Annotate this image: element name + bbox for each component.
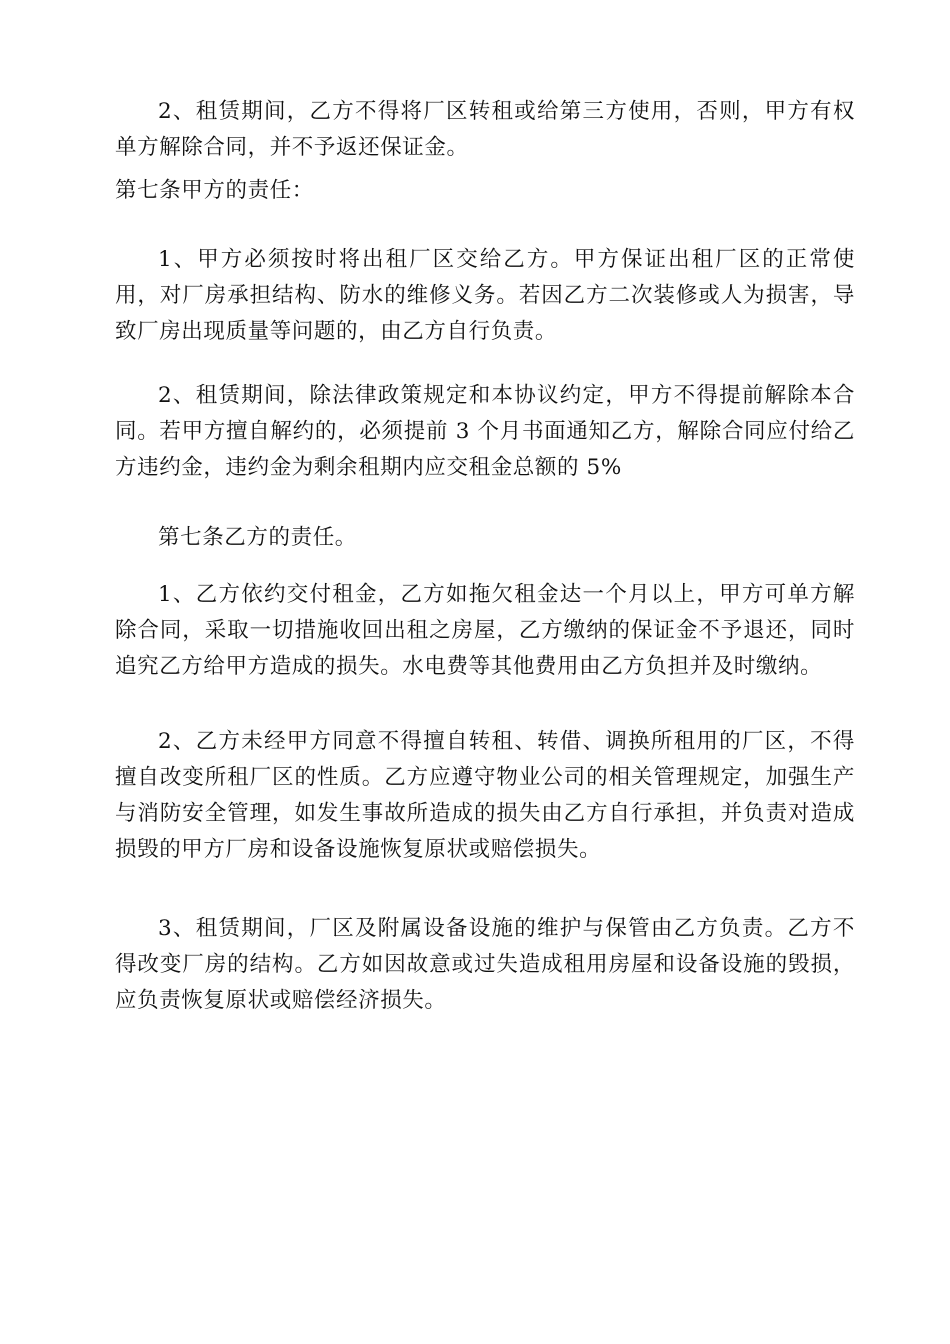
section-heading-party-b: 第七条乙方的责任。 [158,525,357,550]
clause-paragraph-sublet: 2、租赁期间，乙方不得将厂区转租或给第三方使用，否则，甲方有权单方解除合同，并不予返还保证金。 [115,99,855,160]
clause-paragraph-party-a-1: 1、甲方必须按时将出租厂区交给乙方。甲方保证出租厂区的正常使用，对厂房承担结构、防水的维修义务。若因乙方二次装修或人为损害，导致厂房出现质量等问题的，由乙方自行负责。 [115,247,855,344]
section-heading-party-a: 第七条甲方的责任： [115,178,314,203]
clause-paragraph-party-b-1: 1、乙方依约交付租金，乙方如拖欠租金达一个月以上，甲方可单方解除合同，采取一切措施收回出租之房屋，乙方缴纳的保证金不予退还，同时追究乙方给甲方造成的损失。水电费等其他费用由乙方负担并及时缴纳。 [115,582,855,679]
clause-paragraph-party-b-3: 3、租赁期间，厂区及附属设备设施的维护与保管由乙方负责。乙方不得改变厂房的结构。乙方如因故意或过失造成租用房屋和设备设施的毁损，应负责恢复原状或赔偿经济损失。 [115,916,855,1013]
clause-paragraph-party-a-2: 2、租赁期间，除法律政策规定和本协议约定，甲方不得提前解除本合同。若甲方擅自解约的，必须提前 3 个月书面通知乙方，解除合同应付给乙方违约金，违约金为剩余租期内应交租金总额的 5% [115,383,855,480]
clause-paragraph-party-b-2: 2、乙方未经甲方同意不得擅自转租、转借、调换所租用的厂区，不得擅自改变所租厂区的性质。乙方应遵守物业公司的相关管理规定，加强生产与消防安全管理，如发生事故所造成的损失由乙方自行承担，并负责对造成损毁的甲方厂房和设备设施恢复原状或赔偿损失。 [115,729,855,862]
